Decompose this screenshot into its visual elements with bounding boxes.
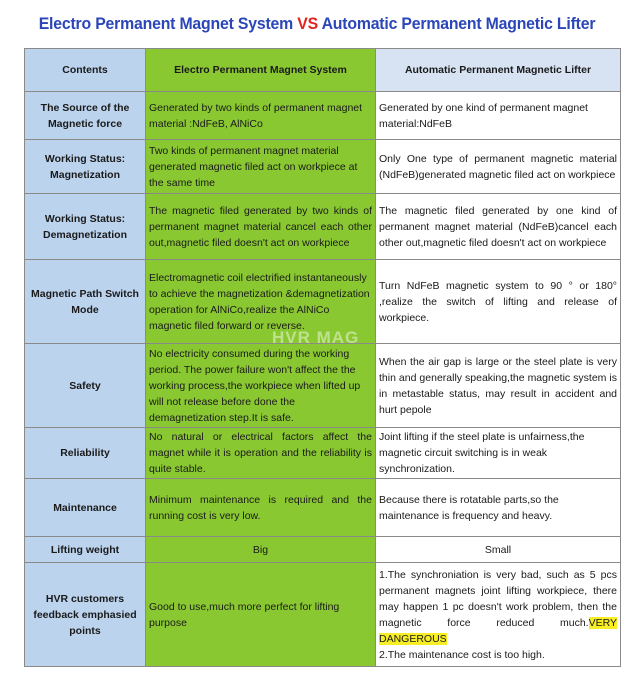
eps-cell: Minimum maintenance is required and the running cost is very low. [146, 479, 376, 537]
eps-cell: Big [146, 537, 376, 563]
apml-cell: Turn NdFeB magnetic system to 90 ° or 180° ,realize the switch of lifting and release of workpiece. [376, 260, 621, 344]
eps-cell: No electricity consumed during the working period. The power failure won't affect the the working process,the workpiece when lifted up will not release before done the demagnetization step.It is safe. [146, 344, 376, 428]
apml-cell: Because there is rotatable parts,so the maintenance is frequency and heavy. [376, 479, 621, 537]
table-row [25, 140, 621, 194]
row-label: The Source of the Magnetic force [25, 92, 146, 140]
table-row [25, 194, 621, 260]
table-row [25, 92, 621, 140]
apml-feedback-line2: 2.The maintenance cost is too high. [379, 648, 545, 661]
table-row [25, 260, 621, 344]
header-eps: Electro Permanent Magnet System [146, 49, 376, 92]
highlight-very-dangerous: VERY DANGEROUS [379, 616, 617, 645]
table-row [25, 537, 621, 563]
eps-cell: Generated by two kinds of permanent magnet material :NdFeB, AlNiCo [146, 92, 376, 140]
comparison-table-wrap [24, 48, 621, 667]
row-label: Lifting weight [25, 537, 146, 563]
table-row [25, 479, 621, 537]
page-title [22, 14, 612, 34]
apml-cell: Generated by one kind of permanent magnet material:NdFeB [376, 92, 621, 140]
table-row [25, 344, 621, 428]
header-row [25, 49, 621, 92]
apml-cell [376, 563, 621, 667]
eps-cell: Electromagnetic coil electrified instantaneously to achieve the magnetization &demagnetization operation for AlNiCo,realize the AlNiCo magnetic filed forward or reverse. [146, 260, 376, 344]
eps-cell: Two kinds of permanent magnet material generated magnetic filed act on workpiece at the same time [146, 140, 376, 194]
watermark: HVR MAG [272, 328, 360, 347]
apml-cell: When the air gap is large or the steel plate is very thin and generally speaking,the magnetic system is in metastable status, may result in accident and hurt pepole [376, 344, 621, 428]
title-vs: VS [297, 14, 318, 33]
apml-cell: The magnetic filed generated by one kind of permanent magnet material (NdFeB)cancel each other out,magnetic filed doesn't act on workpiece [376, 194, 621, 260]
row-label: Working Status: Demagnetization [25, 194, 146, 260]
apml-cell: Joint lifting if the steel plate is unfairness,the magnetic circuit switching is in weak synchronization. [376, 428, 621, 479]
row-label: Maintenance [25, 479, 146, 537]
row-label: Working Status: Magnetization [25, 140, 146, 194]
apml-feedback-line1: 1.The synchroniation is very bad, such as 5 pcs permanent magnets joint lifting workpiece, there may happen 1 pc doesn't work problem, then the magnetic force reduced much. [379, 568, 617, 629]
apml-cell: Small [376, 537, 621, 563]
row-label: Safety [25, 344, 146, 428]
title-right: Automatic Permanent Magnetic Lifter [321, 14, 596, 33]
comparison-table [24, 48, 621, 667]
table-row [25, 428, 621, 479]
row-label: Reliability [25, 428, 146, 479]
apml-cell: Only One type of permanent magnetic material (NdFeB)generated magnetic filed act on workpiece [376, 140, 621, 194]
header-contents: Contents [25, 49, 146, 92]
eps-cell: Good to use,much more perfect for lifting purpose [146, 563, 376, 667]
eps-cell: No natural or electrical factors affect the magnet while it is operation and the reliability is quite stable. [146, 428, 376, 479]
eps-cell: The magnetic filed generated by two kinds of permanent magnet material cancel each other out,magnetic filed doesn't act on workpiece [146, 194, 376, 260]
row-label: HVR customers feedback emphasied points [25, 563, 146, 667]
header-apml: Automatic Permanent Magnetic Lifter [376, 49, 621, 92]
table-row [25, 563, 621, 667]
title-left: Electro Permanent Magnet System [38, 14, 294, 33]
row-label: Magnetic Path Switch Mode [25, 260, 146, 344]
